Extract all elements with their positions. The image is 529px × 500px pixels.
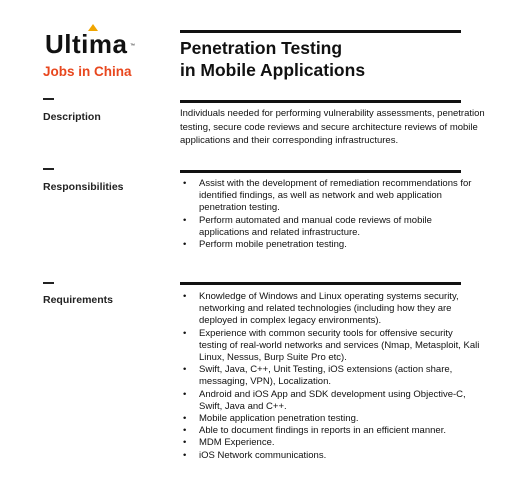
list-item-text: Able to document findings in reports in an efficient manner. xyxy=(199,425,446,437)
responsibilities-label: Responsibilities xyxy=(43,181,124,193)
title-line-1: Penetration Testing xyxy=(180,38,343,58)
description-text: Individuals needed for performing vulnerability assessments, penetration testing, secure code reviews and secure architecture reviews of mobile applications and their corresponding infrastructures. xyxy=(180,108,485,147)
list-item-text: MDM Experience. xyxy=(199,437,275,449)
bullet-icon: • xyxy=(183,239,187,251)
list-item xyxy=(180,178,480,215)
jobs-subtitle: Jobs in China xyxy=(43,64,132,79)
bullet-icon: • xyxy=(183,413,187,425)
title-rule xyxy=(180,30,461,33)
requirements-rule xyxy=(180,282,461,285)
bullet-icon: • xyxy=(183,214,187,226)
logo-trademark: ™ xyxy=(129,43,136,49)
bullet-icon: • xyxy=(183,449,187,461)
list-item-text: Experience with common security tools for offensive security testing of real-world networks and services (Nmap, Metasploit, Kali Linux, Nessus, Burp Suite Pro etc). xyxy=(199,327,480,364)
list-item xyxy=(180,450,480,462)
list-item xyxy=(180,328,480,365)
bullet-icon: • xyxy=(183,425,187,437)
bullet-icon: • xyxy=(183,388,187,400)
section-dash xyxy=(43,168,54,170)
list-item-text: Assist with the development of remediation recommendations for identified findings, as well as network and web application penetration testing. xyxy=(199,178,472,214)
list-item-text: Knowledge of Windows and Linux operating systems security, networking and related technologies (including how they are deployed in complex legacy environments). xyxy=(199,291,459,327)
logo-wordmark xyxy=(45,29,136,59)
list-item-text: Android and iOS App and SDK development using Objective-C, Swift, Java and C++. xyxy=(199,388,466,412)
responsibilities-rule xyxy=(180,170,461,173)
list-item-text: Perform automated and manual code reviews of mobile applications and related infrastructure. xyxy=(199,214,432,238)
list-item xyxy=(180,413,480,425)
requirements-list xyxy=(180,291,480,462)
bullet-icon: • xyxy=(183,437,187,449)
section-dash xyxy=(43,282,54,284)
list-item-text: iOS Network communications. xyxy=(199,449,327,461)
bullet-icon: • xyxy=(183,364,187,376)
description-rule xyxy=(180,100,461,103)
list-item xyxy=(180,437,480,449)
list-item xyxy=(180,239,480,251)
bullet-icon: • xyxy=(183,178,187,189)
list-item xyxy=(180,389,480,413)
list-item xyxy=(180,425,480,437)
list-item-text: Swift, Java, C++, Unit Testing, iOS extensions (action share, messaging, VPN), Localization. xyxy=(199,364,453,388)
logo-triangle-icon xyxy=(88,24,98,31)
requirements-label: Requirements xyxy=(43,294,114,306)
bullet-icon: • xyxy=(183,327,187,339)
responsibilities-list xyxy=(180,178,480,251)
title-line-2: in Mobile Applications xyxy=(180,60,366,80)
list-item-text: Perform mobile penetration testing. xyxy=(199,239,347,251)
page-title xyxy=(180,37,480,81)
section-dash xyxy=(43,98,54,100)
bullet-icon: • xyxy=(183,291,187,302)
list-item xyxy=(180,364,480,388)
list-item xyxy=(180,291,480,328)
list-item-text: Mobile application penetration testing. xyxy=(199,413,359,425)
list-item xyxy=(180,215,480,239)
ultima-logo xyxy=(45,29,136,59)
description-label: Description xyxy=(43,111,101,123)
logo-text: Ultima xyxy=(45,29,128,59)
